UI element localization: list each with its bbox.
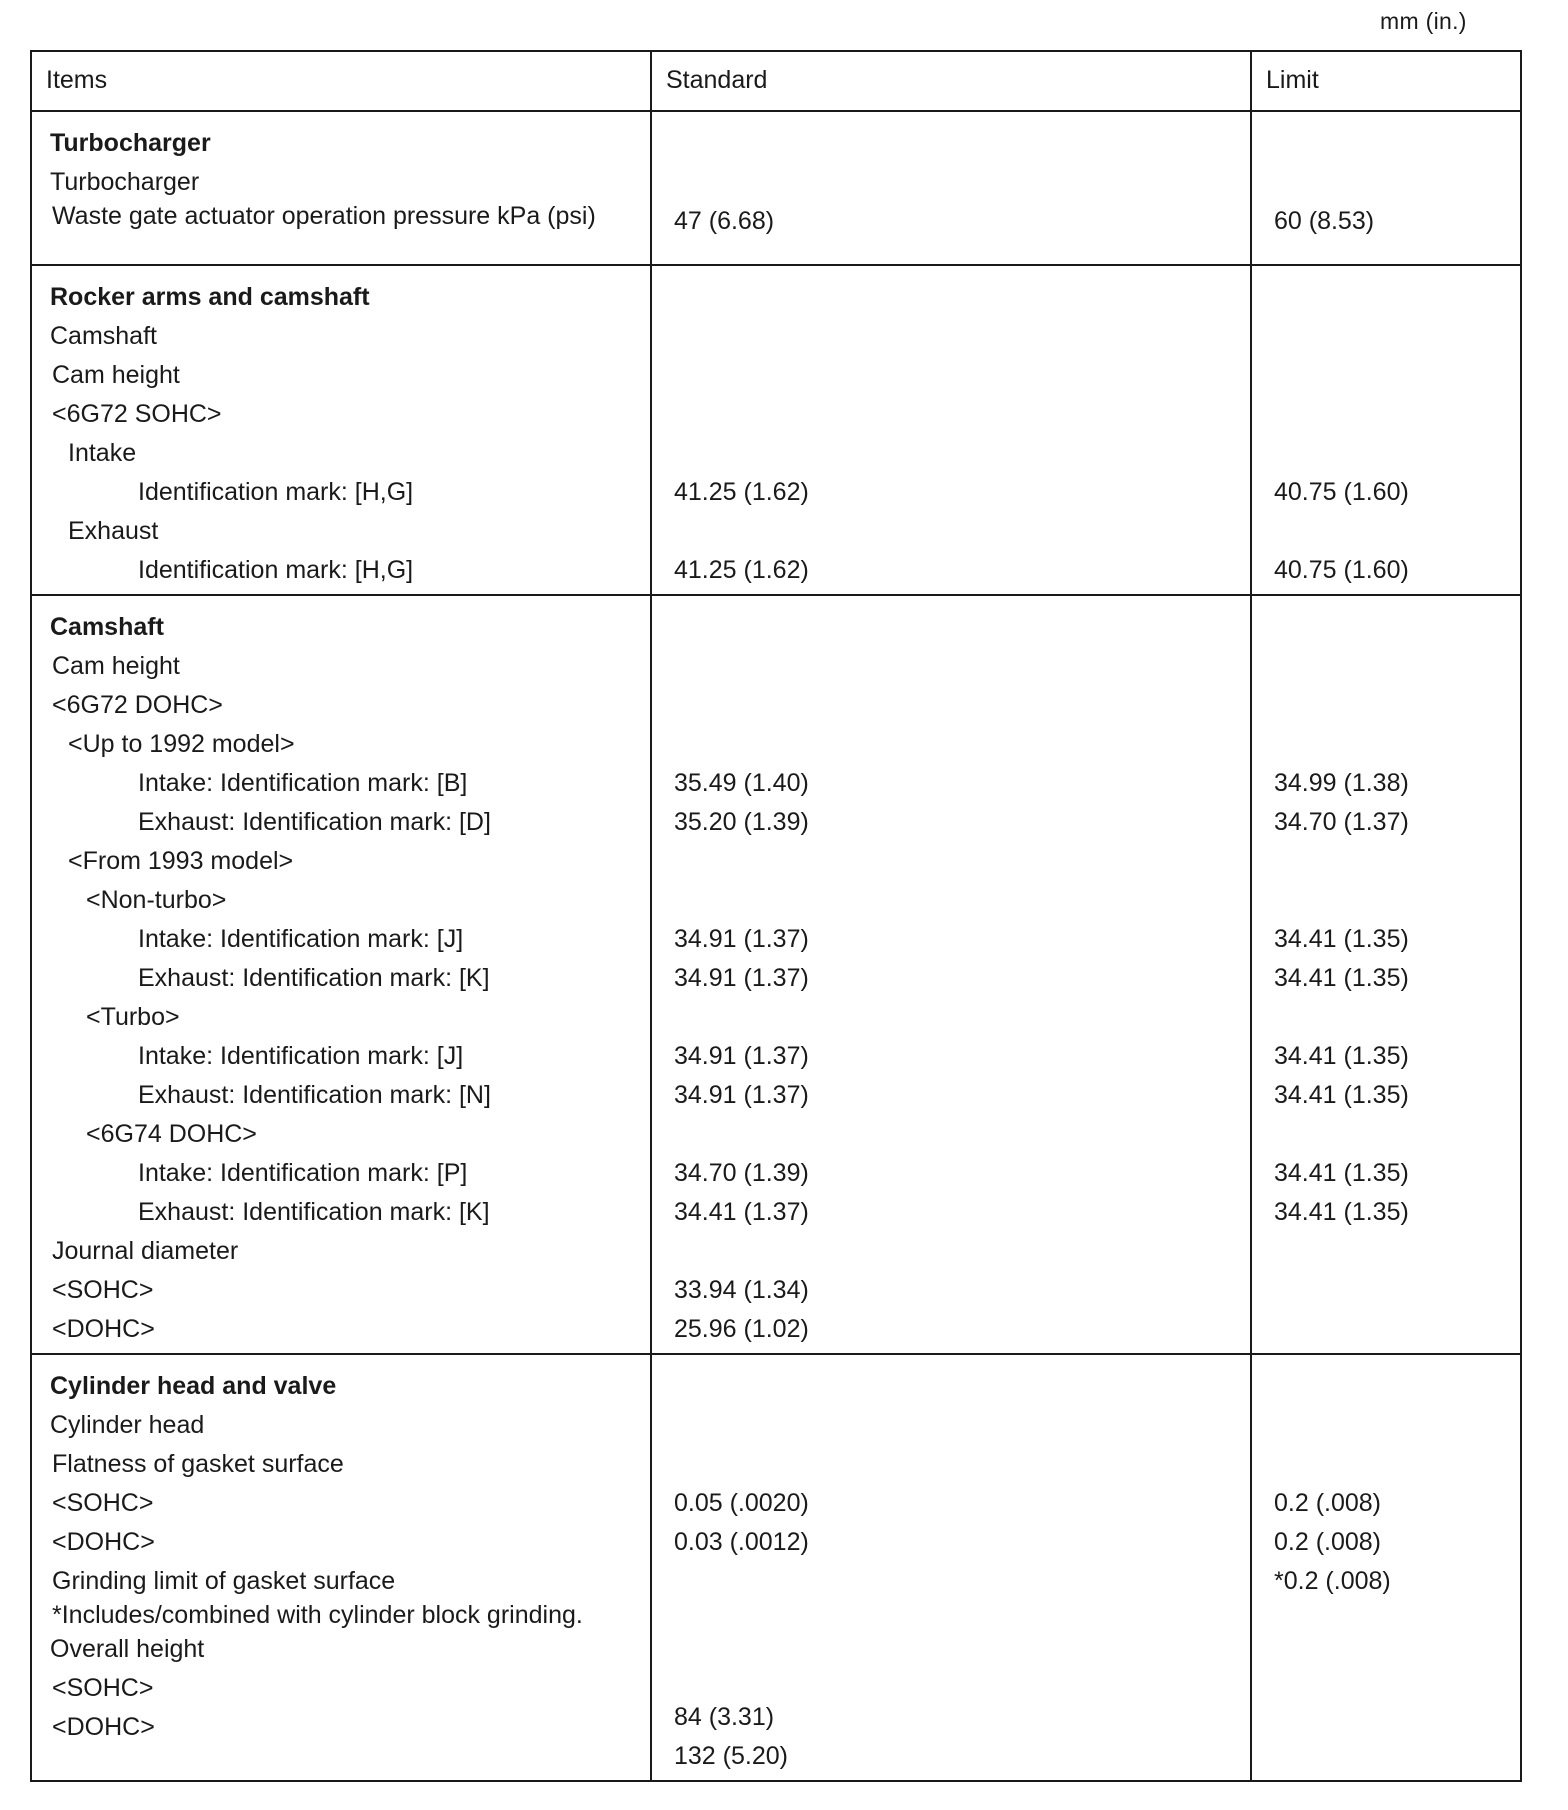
item-label: Exhaust: Identification mark: [N] [138, 1081, 491, 1109]
item-label: Intake: Identification mark: [P] [138, 1159, 468, 1187]
item-label: Intake: Identification mark: [J] [138, 1042, 464, 1070]
limit-cell [1251, 111, 1521, 265]
items-cell [31, 265, 651, 595]
standard-value [652, 647, 1250, 686]
items-cell [31, 1354, 651, 1781]
section-title: Camshaft [50, 613, 164, 641]
standard-value: 84 (3.31) [674, 1703, 775, 1731]
item-label: *Includes/combined with cylinder block grinding. [52, 1601, 583, 1629]
standard-value [652, 725, 1250, 764]
limit-value [1252, 725, 1520, 764]
limit-value [1252, 1737, 1520, 1776]
limit-value [1252, 1367, 1520, 1406]
section-row [31, 111, 1521, 265]
limit-value [1252, 1601, 1520, 1659]
item-label: <6G72 SOHC> [52, 400, 222, 428]
standard-value [652, 686, 1250, 725]
standard-value: 0.05 (.0020) [674, 1489, 809, 1517]
limit-value [1252, 356, 1520, 395]
item-label: Grinding limit of gasket surface [52, 1567, 396, 1595]
limit-value: 0.2 (.008) [1274, 1489, 1382, 1517]
item-label: <6G74 DOHC> [86, 1120, 257, 1148]
standard-value [652, 434, 1250, 473]
table-body [31, 111, 1521, 1781]
item-label: <DOHC> [52, 1315, 155, 1343]
limit-cell [1251, 595, 1521, 1354]
limit-value [1252, 1115, 1520, 1154]
limit-value: 34.70 (1.37) [1274, 808, 1409, 836]
item-label: Exhaust: Identification mark: [K] [138, 1198, 490, 1226]
header-items: Items [31, 51, 651, 111]
item-label: Intake: Identification mark: [J] [138, 925, 464, 953]
standard-value [652, 512, 1250, 551]
table-header-row [31, 51, 1521, 111]
limit-value [1252, 434, 1520, 473]
limit-value: 60 (8.53) [1274, 207, 1375, 235]
standard-value [652, 1115, 1250, 1154]
limit-cell [1251, 1354, 1521, 1781]
standard-value: 34.91 (1.37) [674, 925, 809, 953]
item-label: <SOHC> [52, 1489, 154, 1517]
item-label: <6G72 DOHC> [52, 691, 223, 719]
standard-value: 34.91 (1.37) [674, 1081, 809, 1109]
limit-value [1252, 124, 1520, 163]
limit-value [1252, 1698, 1520, 1737]
standard-value [652, 163, 1250, 202]
limit-value [1252, 998, 1520, 1037]
limit-value [1252, 395, 1520, 434]
limit-value [1252, 1310, 1520, 1349]
limit-value [1252, 1406, 1520, 1445]
section-title: Rocker arms and camshaft [50, 283, 370, 311]
item-label: Exhaust: Identification mark: [K] [138, 964, 490, 992]
header-limit: Limit [1251, 51, 1521, 111]
limit-value [1252, 842, 1520, 881]
standard-value [652, 842, 1250, 881]
limit-value [1252, 686, 1520, 725]
limit-cell [1251, 265, 1521, 595]
section-title: Cylinder head and valve [50, 1372, 337, 1400]
limit-value [1252, 1659, 1520, 1698]
limit-value: 34.41 (1.35) [1274, 1198, 1409, 1226]
item-label: Turbocharger [50, 168, 200, 196]
item-label: Overall height [50, 1635, 205, 1663]
standard-value [652, 1601, 1250, 1659]
standard-value: 132 (5.20) [674, 1742, 788, 1770]
limit-value [1252, 647, 1520, 686]
standard-value [652, 881, 1250, 920]
standard-value [652, 317, 1250, 356]
limit-value [1252, 278, 1520, 317]
standard-value: 35.20 (1.39) [674, 808, 809, 836]
limit-value: 34.41 (1.35) [1274, 1042, 1409, 1070]
spec-table [30, 50, 1522, 1782]
limit-value [1252, 608, 1520, 647]
section-row [31, 595, 1521, 1354]
limit-value [1252, 317, 1520, 356]
item-label: <From 1993 model> [68, 847, 294, 875]
standard-value [652, 1232, 1250, 1271]
limit-value: 0.2 (.008) [1274, 1528, 1382, 1556]
item-label: Cylinder head [50, 1411, 205, 1439]
standard-value: 34.70 (1.39) [674, 1159, 809, 1187]
standard-value: 33.94 (1.34) [674, 1276, 809, 1304]
item-label: <Turbo> [86, 1003, 180, 1031]
limit-value [1252, 1271, 1520, 1310]
standard-value [652, 1659, 1250, 1698]
limit-value: 40.75 (1.60) [1274, 556, 1409, 584]
standard-value: 34.41 (1.37) [674, 1198, 809, 1226]
standard-value [652, 608, 1250, 647]
standard-value: 47 (6.68) [674, 207, 775, 235]
section-row [31, 1354, 1521, 1781]
item-label: Cam height [52, 361, 180, 389]
standard-value: 25.96 (1.02) [674, 1315, 809, 1343]
item-label: <DOHC> [52, 1713, 155, 1741]
limit-value [1252, 512, 1520, 551]
header-standard: Standard [651, 51, 1251, 111]
limit-value: 34.99 (1.38) [1274, 769, 1409, 797]
item-label: <Up to 1992 model> [68, 730, 295, 758]
item-label: <SOHC> [52, 1276, 154, 1304]
item-label: Journal diameter [52, 1237, 239, 1265]
standard-value [652, 998, 1250, 1037]
limit-value [1252, 1445, 1520, 1484]
items-cell [31, 595, 651, 1354]
standard-cell [651, 265, 1251, 595]
standard-cell [651, 1354, 1251, 1781]
section-title: Turbocharger [50, 129, 211, 157]
item-label: <DOHC> [52, 1528, 155, 1556]
item-label: <SOHC> [52, 1674, 154, 1702]
standard-value [652, 278, 1250, 317]
standard-value: 0.03 (.0012) [674, 1528, 809, 1556]
limit-value [1252, 881, 1520, 920]
standard-cell [651, 111, 1251, 265]
units-label: mm (in.) [1380, 8, 1467, 34]
standard-value [652, 1406, 1250, 1445]
item-label: Waste gate actuator operation pressure kPa (psi) [52, 202, 596, 230]
item-label: Cam height [52, 652, 180, 680]
items-cell [31, 111, 651, 265]
limit-value [1252, 1232, 1520, 1271]
standard-value: 34.91 (1.37) [674, 1042, 809, 1070]
standard-value [652, 1445, 1250, 1484]
section-row [31, 265, 1521, 595]
standard-value: 34.91 (1.37) [674, 964, 809, 992]
item-label: Identification mark: [H,G] [138, 556, 414, 584]
item-label: Exhaust: Identification mark: [D] [138, 808, 491, 836]
standard-value: 41.25 (1.62) [674, 556, 809, 584]
limit-value: 34.41 (1.35) [1274, 1081, 1409, 1109]
standard-value [652, 356, 1250, 395]
limit-value [1252, 163, 1520, 202]
limit-value: 34.41 (1.35) [1274, 1159, 1409, 1187]
limit-value: *0.2 (.008) [1274, 1567, 1391, 1595]
limit-value: 34.41 (1.35) [1274, 964, 1409, 992]
standard-cell [651, 595, 1251, 1354]
standard-value [652, 1562, 1250, 1601]
item-label: Exhaust [68, 517, 159, 545]
item-label: Flatness of gasket surface [52, 1450, 344, 1478]
item-label: Intake [68, 439, 137, 467]
standard-value [652, 395, 1250, 434]
limit-value: 40.75 (1.60) [1274, 478, 1409, 506]
item-label: Camshaft [50, 322, 157, 350]
item-label: Intake: Identification mark: [B] [138, 769, 468, 797]
standard-value: 35.49 (1.40) [674, 769, 809, 797]
item-label: Identification mark: [H,G] [138, 478, 414, 506]
limit-value: 34.41 (1.35) [1274, 925, 1409, 953]
standard-value: 41.25 (1.62) [674, 478, 809, 506]
standard-value [652, 124, 1250, 163]
item-label: <Non-turbo> [86, 886, 227, 914]
standard-value [652, 1367, 1250, 1406]
